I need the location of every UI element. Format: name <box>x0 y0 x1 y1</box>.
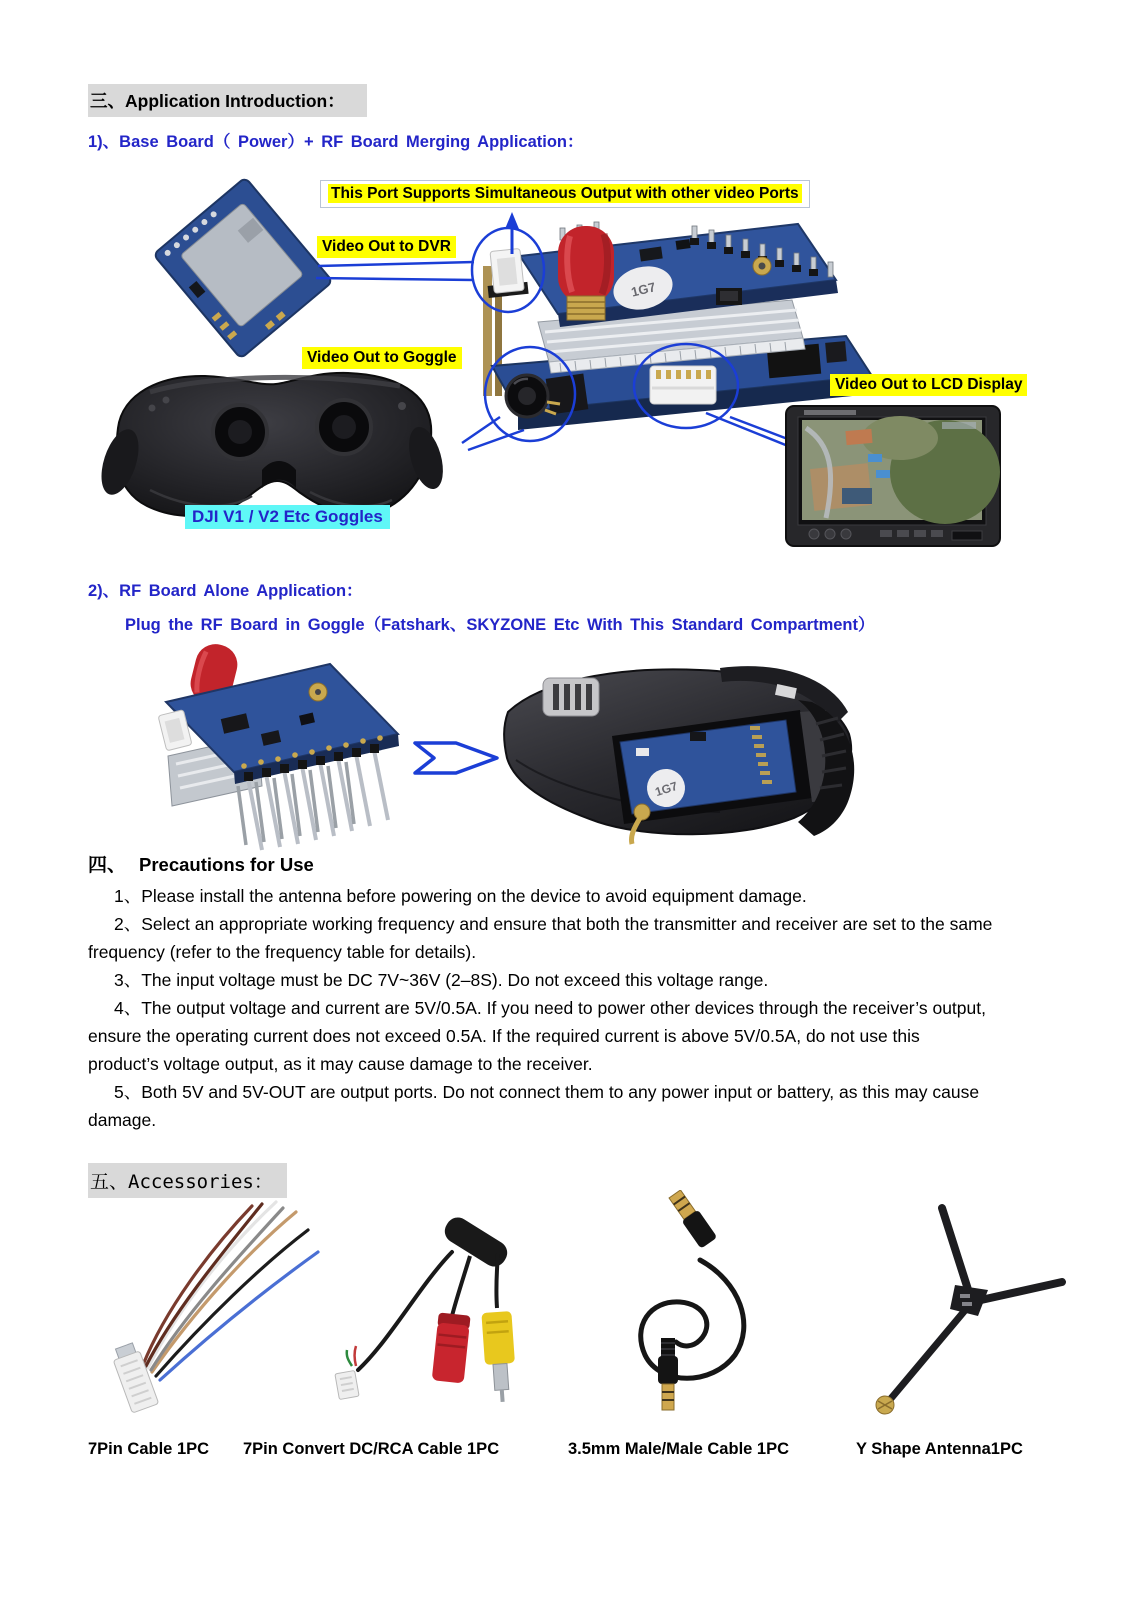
precaution-item-3: 3、The input voltage must be DC 7V~36V (2–8S). Do not exceed this voltage range. <box>114 970 769 990</box>
caption-rca-cable: 7Pin Convert DC/RCA Cable 1PC <box>243 1440 500 1458</box>
arrow-right-icon <box>415 743 497 773</box>
section-precautions <box>88 850 993 1134</box>
caption-aux-cable: 3.5mm Male/Male Cable 1PC <box>568 1440 790 1458</box>
figure2-illustration <box>0 640 1131 855</box>
caption-7pin-cable: 7Pin Cable 1PC <box>88 1440 210 1458</box>
port-note-text: This Port Supports Simultaneous Output with other video Ports <box>328 184 802 203</box>
aux-cable-image <box>641 1190 744 1410</box>
board-sticker-text: 1G7 <box>629 279 658 300</box>
port-note-label <box>320 180 810 208</box>
accessories-illustration <box>0 1190 1131 1418</box>
dvr-board-image <box>153 177 332 358</box>
y-antenna-image <box>876 1208 1062 1414</box>
figure-rf-alone <box>0 640 1131 855</box>
rca-convert-cable-image <box>335 1213 518 1403</box>
board-sticker-text: 1G7 <box>653 778 680 800</box>
goggles-image <box>94 373 449 516</box>
precautions-title: Precautions for Use <box>139 854 314 875</box>
subheading-baseboard-merging: 1)、Base Board（ Power）+ RF Board Merging Application： <box>88 133 584 151</box>
annotation-line-dvr <box>316 262 474 280</box>
precaution-item-1: 1、Please install the antenna before powering on the device to avoid equipment damage. <box>114 886 807 906</box>
goggle-with-rf-image <box>504 666 854 844</box>
video-out-lcd-label: Video Out to LCD Display <box>830 374 1027 396</box>
rf-board-image <box>158 640 399 850</box>
video-out-goggle-label: Video Out to Goggle <box>302 347 462 369</box>
figure1-illustration <box>0 170 1131 560</box>
precautions-heading <box>88 850 993 877</box>
precautions-number: 四、 <box>88 855 127 876</box>
lcd-display-image <box>786 406 1000 546</box>
video-out-dvr-label: Video Out to DVR <box>317 236 456 258</box>
seven-pin-cable-image <box>110 1202 318 1413</box>
precaution-item-2: 2、Select an appropriate working frequency and ensure that both the transmitter and receiver are set to the same frequency (refer to the frequency table for details). <box>88 914 993 962</box>
caption-y-antenna: Y Shape Antenna1PC <box>856 1440 1023 1458</box>
precaution-item-4: 4、The output voltage and current are 5V/0.5A. If you need to power other devices through the receiver’s output, ensure the operating current does not exceed 0.5A. If the required current is above 5V/0.5A, do not use this product’s voltage output, as it may cause damage to the receiver. <box>88 998 986 1074</box>
figure-accessories <box>0 1190 1131 1418</box>
subheading-rf-alone: 2)、RF Board Alone Application： <box>88 582 363 600</box>
annotation-arrow-up <box>505 212 519 254</box>
precaution-item-5: 5、Both 5V and 5V-OUT are output ports. Do not connect them to any power input or battery, as this may cause damage. <box>88 1082 980 1130</box>
dji-goggles-label: DJI V1 / V2 Etc Goggles <box>185 505 390 529</box>
figure-baseboard-merging <box>0 170 1131 560</box>
rf-alone-description: Plug the RF Board in Goggle（Fatshark、SKYZONE Etc With This Standard Compartment） <box>125 616 875 634</box>
section-accessories-title: 五、Accessories： <box>88 1163 287 1198</box>
section-application-title: 三、Application Introduction： <box>88 84 367 117</box>
annotation-line-goggle <box>462 417 524 450</box>
